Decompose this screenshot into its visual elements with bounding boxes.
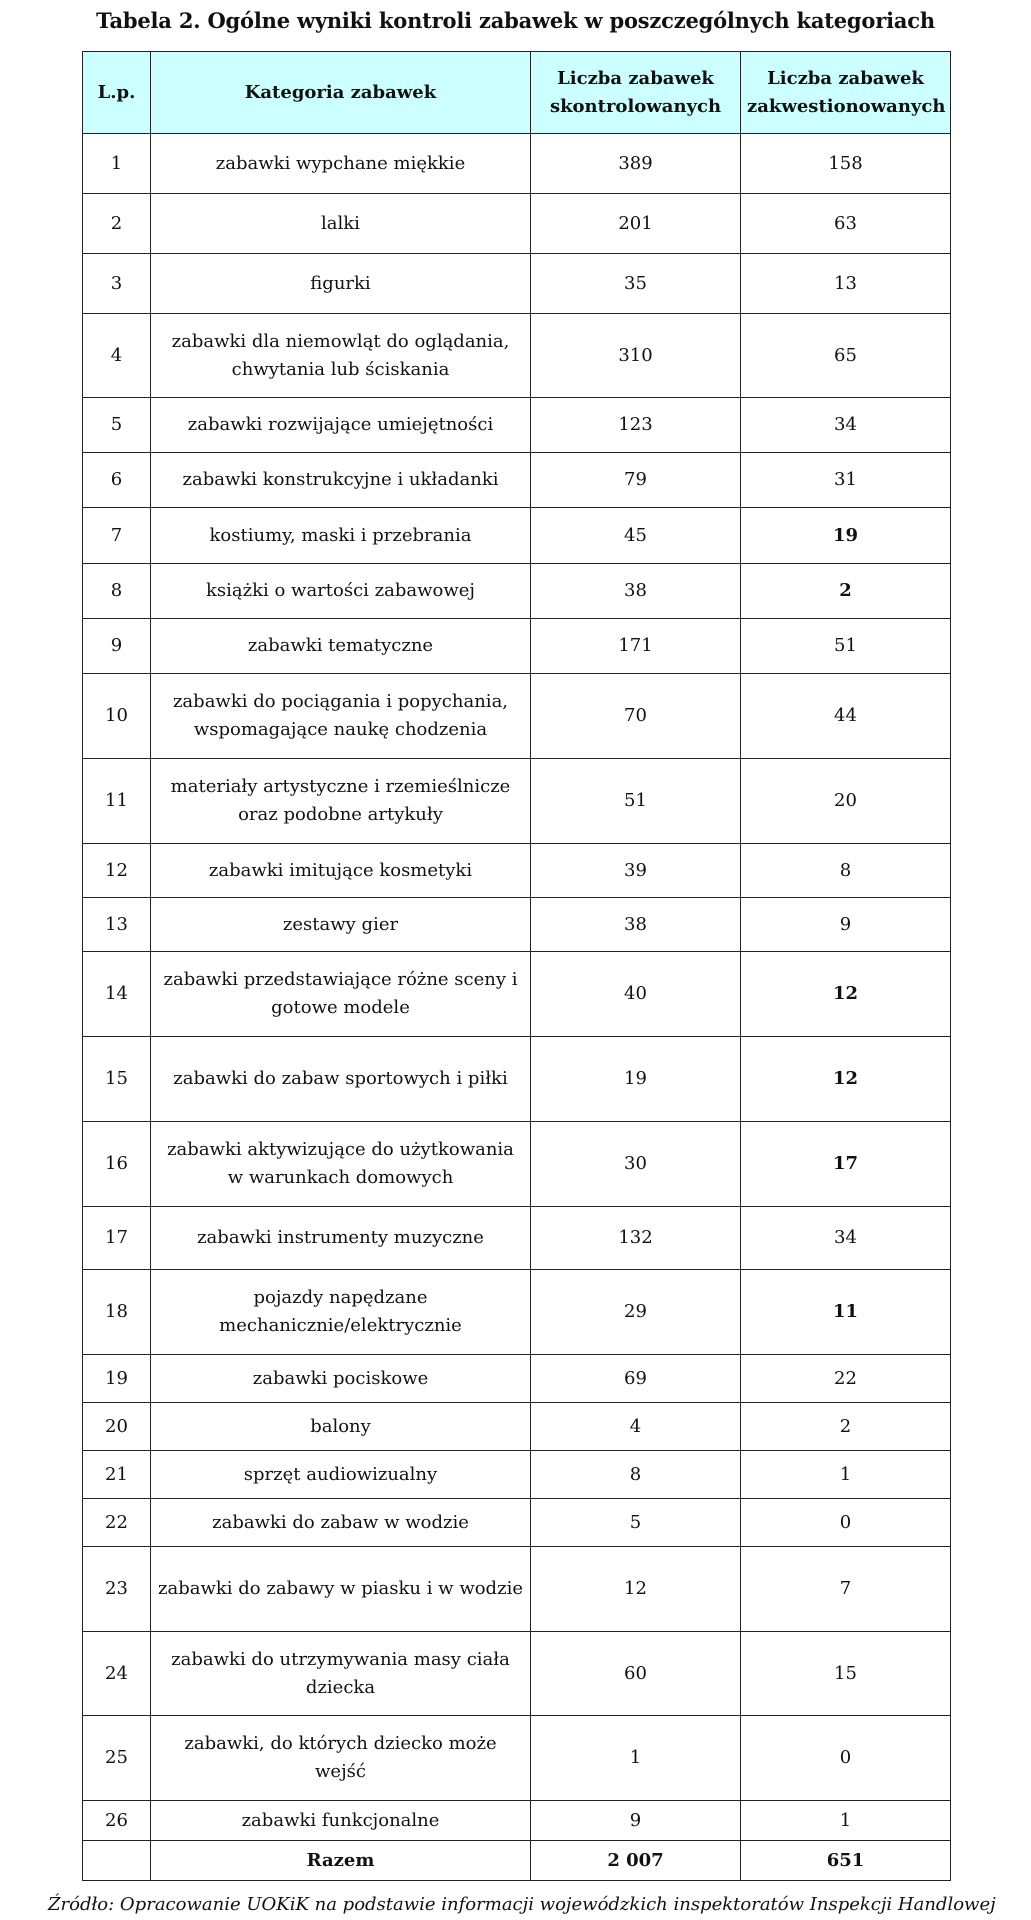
table-row xyxy=(83,564,951,619)
cell-checked: 29 xyxy=(531,1270,741,1355)
cell-checked: 51 xyxy=(531,759,741,844)
cell-checked: 79 xyxy=(531,453,741,508)
cell-checked: 9 xyxy=(531,1801,741,1841)
cell-checked: 5 xyxy=(531,1499,741,1547)
cell-category: zabawki wypchane miękkie xyxy=(151,134,531,194)
table-row xyxy=(83,1403,951,1451)
cell-lp: 16 xyxy=(83,1122,151,1207)
cell-category: balony xyxy=(151,1403,531,1451)
cell-category: zabawki tematyczne xyxy=(151,619,531,674)
cell-questioned: 158 xyxy=(741,134,951,194)
cell-lp: 25 xyxy=(83,1716,151,1801)
table-row xyxy=(83,952,951,1037)
cell-lp: 1 xyxy=(83,134,151,194)
cell-category: zabawki pociskowe xyxy=(151,1355,531,1403)
cell-questioned: 20 xyxy=(741,759,951,844)
cell-lp: 12 xyxy=(83,844,151,898)
table-row xyxy=(83,619,951,674)
cell-checked: 70 xyxy=(531,674,741,759)
cell-category: pojazdy napędzane mechanicznie/elektrycznie xyxy=(151,1270,531,1355)
cell-lp: 19 xyxy=(83,1355,151,1403)
cell-lp-empty xyxy=(83,1841,151,1881)
cell-questioned: 34 xyxy=(741,398,951,453)
cell-category: zabawki do zabaw sportowych i piłki xyxy=(151,1037,531,1122)
cell-category: zabawki konstrukcyjne i układanki xyxy=(151,453,531,508)
cell-lp: 8 xyxy=(83,564,151,619)
table-row xyxy=(83,254,951,314)
cell-questioned: 19 xyxy=(741,508,951,564)
header-checked: Liczba zabawek skontrolowanych xyxy=(531,52,741,134)
cell-lp: 14 xyxy=(83,952,151,1037)
cell-checked: 38 xyxy=(531,564,741,619)
table-title: Tabela 2. Ogólne wyniki kontroli zabawek w poszczególnych kategoriach xyxy=(96,8,935,33)
cell-lp: 11 xyxy=(83,759,151,844)
table-row xyxy=(83,1499,951,1547)
cell-checked: 1 xyxy=(531,1716,741,1801)
cell-questioned: 31 xyxy=(741,453,951,508)
cell-questioned: 9 xyxy=(741,898,951,952)
cell-checked: 19 xyxy=(531,1037,741,1122)
cell-lp: 26 xyxy=(83,1801,151,1841)
table-row xyxy=(83,1355,951,1403)
cell-checked: 45 xyxy=(531,508,741,564)
cell-category: kostiumy, maski i przebrania xyxy=(151,508,531,564)
cell-questioned: 2 xyxy=(741,1403,951,1451)
cell-questioned: 1 xyxy=(741,1451,951,1499)
table-row xyxy=(83,1270,951,1355)
total-checked: 2 007 xyxy=(531,1841,741,1881)
cell-category: zabawki aktywizujące do użytkowania w warunkach domowych xyxy=(151,1122,531,1207)
table-row xyxy=(83,1037,951,1122)
table-row xyxy=(83,398,951,453)
cell-lp: 21 xyxy=(83,1451,151,1499)
cell-checked: 8 xyxy=(531,1451,741,1499)
cell-questioned: 22 xyxy=(741,1355,951,1403)
table-row xyxy=(83,1547,951,1632)
cell-questioned: 2 xyxy=(741,564,951,619)
cell-questioned: 63 xyxy=(741,194,951,254)
table-row xyxy=(83,898,951,952)
cell-lp: 3 xyxy=(83,254,151,314)
cell-lp: 10 xyxy=(83,674,151,759)
table-row xyxy=(83,1207,951,1270)
cell-checked: 389 xyxy=(531,134,741,194)
cell-checked: 123 xyxy=(531,398,741,453)
cell-category: zabawki dla niemowląt do oglądania, chwytania lub ściskania xyxy=(151,314,531,398)
source-note: Źródło: Opracowanie UOKiK na podstawie informacji wojewódzkich inspektoratów Inspekcji Handlowej xyxy=(48,1894,996,1915)
cell-lp: 5 xyxy=(83,398,151,453)
cell-questioned: 7 xyxy=(741,1547,951,1632)
cell-category: zestawy gier xyxy=(151,898,531,952)
cell-questioned: 12 xyxy=(741,1037,951,1122)
table-row xyxy=(83,1801,951,1841)
cell-checked: 4 xyxy=(531,1403,741,1451)
cell-questioned: 17 xyxy=(741,1122,951,1207)
header-questioned: Liczba zabawek zakwestionowanych xyxy=(741,52,951,134)
cell-checked: 40 xyxy=(531,952,741,1037)
table-row xyxy=(83,314,951,398)
header-lp: L.p. xyxy=(83,52,151,134)
cell-checked: 132 xyxy=(531,1207,741,1270)
cell-checked: 171 xyxy=(531,619,741,674)
cell-questioned: 0 xyxy=(741,1716,951,1801)
cell-checked: 38 xyxy=(531,898,741,952)
table-row xyxy=(83,674,951,759)
total-row xyxy=(83,1841,951,1881)
cell-checked: 201 xyxy=(531,194,741,254)
cell-questioned: 65 xyxy=(741,314,951,398)
cell-questioned: 8 xyxy=(741,844,951,898)
cell-category: lalki xyxy=(151,194,531,254)
total-label: Razem xyxy=(151,1841,531,1881)
cell-questioned: 15 xyxy=(741,1632,951,1716)
table-row xyxy=(83,134,951,194)
table-row xyxy=(83,508,951,564)
results-table xyxy=(82,51,951,1881)
cell-category: zabawki do pociągania i popychania, wspomagające naukę chodzenia xyxy=(151,674,531,759)
cell-questioned: 12 xyxy=(741,952,951,1037)
cell-questioned: 0 xyxy=(741,1499,951,1547)
cell-checked: 310 xyxy=(531,314,741,398)
cell-checked: 39 xyxy=(531,844,741,898)
cell-category: książki o wartości zabawowej xyxy=(151,564,531,619)
cell-category: materiały artystyczne i rzemieślnicze oraz podobne artykuły xyxy=(151,759,531,844)
cell-category: zabawki funkcjonalne xyxy=(151,1801,531,1841)
table-row xyxy=(83,1451,951,1499)
cell-lp: 4 xyxy=(83,314,151,398)
cell-questioned: 11 xyxy=(741,1270,951,1355)
cell-category: zabawki przedstawiające różne sceny i gotowe modele xyxy=(151,952,531,1037)
cell-lp: 22 xyxy=(83,1499,151,1547)
cell-category: zabawki, do których dziecko może wejść xyxy=(151,1716,531,1801)
table-row xyxy=(83,844,951,898)
cell-questioned: 1 xyxy=(741,1801,951,1841)
table-header-row xyxy=(83,52,951,134)
cell-category: zabawki instrumenty muzyczne xyxy=(151,1207,531,1270)
cell-checked: 35 xyxy=(531,254,741,314)
table-row xyxy=(83,1632,951,1716)
cell-lp: 9 xyxy=(83,619,151,674)
cell-checked: 12 xyxy=(531,1547,741,1632)
cell-questioned: 51 xyxy=(741,619,951,674)
cell-lp: 18 xyxy=(83,1270,151,1355)
table-row xyxy=(83,194,951,254)
cell-category: zabawki rozwijające umiejętności xyxy=(151,398,531,453)
cell-lp: 17 xyxy=(83,1207,151,1270)
cell-questioned: 13 xyxy=(741,254,951,314)
table-row xyxy=(83,453,951,508)
table-row xyxy=(83,1716,951,1801)
cell-questioned: 44 xyxy=(741,674,951,759)
cell-category: zabawki do zabaw w wodzie xyxy=(151,1499,531,1547)
cell-lp: 6 xyxy=(83,453,151,508)
cell-questioned: 34 xyxy=(741,1207,951,1270)
cell-checked: 60 xyxy=(531,1632,741,1716)
cell-lp: 7 xyxy=(83,508,151,564)
cell-category: zabawki imitujące kosmetyki xyxy=(151,844,531,898)
cell-lp: 2 xyxy=(83,194,151,254)
cell-lp: 15 xyxy=(83,1037,151,1122)
cell-checked: 69 xyxy=(531,1355,741,1403)
table-row xyxy=(83,759,951,844)
cell-lp: 24 xyxy=(83,1632,151,1716)
cell-lp: 20 xyxy=(83,1403,151,1451)
cell-lp: 13 xyxy=(83,898,151,952)
cell-category: zabawki do zabawy w piasku i w wodzie xyxy=(151,1547,531,1632)
cell-category: zabawki do utrzymywania masy ciała dziecka xyxy=(151,1632,531,1716)
cell-category: sprzęt audiowizualny xyxy=(151,1451,531,1499)
cell-category: figurki xyxy=(151,254,531,314)
total-questioned: 651 xyxy=(741,1841,951,1881)
cell-checked: 30 xyxy=(531,1122,741,1207)
cell-lp: 23 xyxy=(83,1547,151,1632)
header-category: Kategoria zabawek xyxy=(151,52,531,134)
table-row xyxy=(83,1122,951,1207)
